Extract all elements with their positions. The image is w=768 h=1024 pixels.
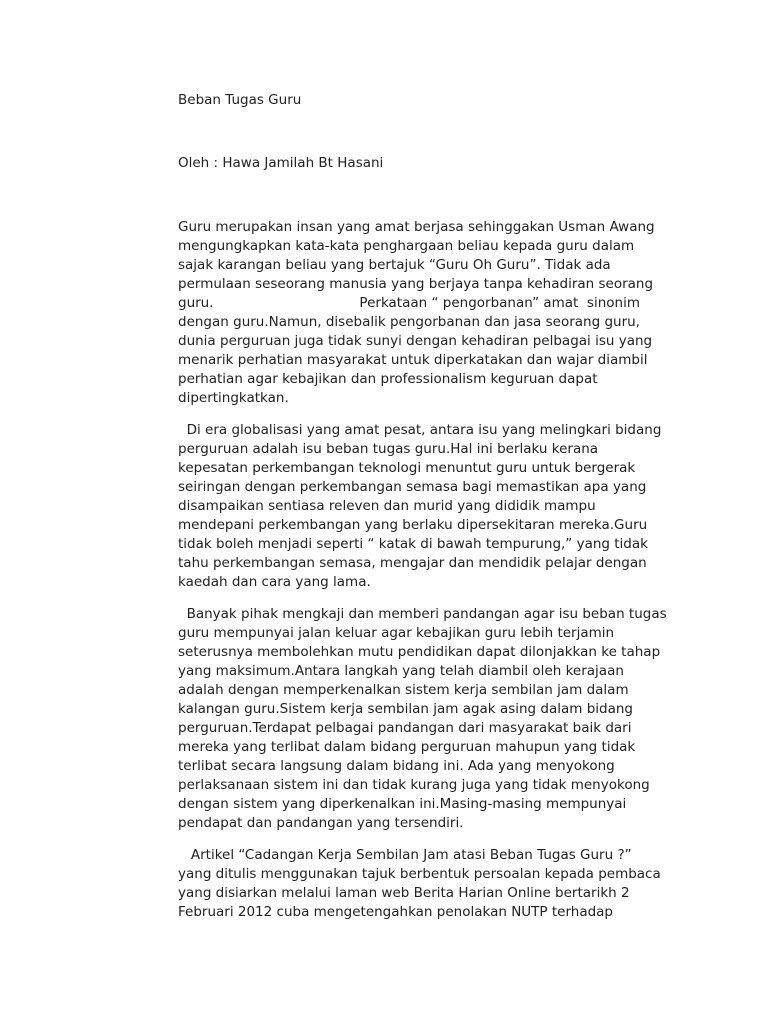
paragraph-line: Di era globalisasi yang amat pesat, antara isu yang melingkari bidang xyxy=(178,422,662,438)
paragraph-line: permulaan seseorang manusia yang berjaya tanpa kehadiran seorang xyxy=(178,276,654,292)
paragraph-line: Februari 2012 cuba mengetengahkan penolakan NUTP terhadap xyxy=(178,904,613,920)
document-author: Oleh : Hawa Jamilah Bt Hasani xyxy=(178,155,384,171)
paragraph-line: terlibat secara langsung dalam bidang ini. Ada yang menyokong xyxy=(178,758,615,774)
paragraph-line: guru mempunyai jalan keluar agar kebajikan guru lebih terjamin xyxy=(178,625,615,641)
paragraph-line: dengan guru.Namun, disebalik pengorbanan dan jasa seorang guru, xyxy=(178,314,640,330)
paragraph-line: perlaksanaan sistem ini dan tidak kurang juga yang tidak menyokong xyxy=(178,777,650,793)
paragraph-3 xyxy=(178,605,698,833)
paragraph-line: yang maksimum.Antara langkah yang telah diambil oleh kerajaan xyxy=(178,663,624,679)
paragraph-line: Artikel “Cadangan Kerja Sembilan Jam atasi Beban Tugas Guru ?” xyxy=(178,847,632,863)
paragraph-line: disampaikan sentiasa releven dan murid yang dididik mampu xyxy=(178,498,596,514)
paragraph-line: guru. Perkataan “ pengorbanan” amat sinonim xyxy=(178,295,640,311)
paragraph-line: seterusnya membolehkan mutu pendidikan dapat dilonjakkan ke tahap xyxy=(178,644,661,660)
paragraph-line: yang ditulis menggunakan tajuk berbentuk persoalan kepada pembaca xyxy=(178,866,661,882)
paragraph-line: pendapat dan pandangan yang tersendiri. xyxy=(178,815,464,831)
paragraph-line: kalangan guru.Sistem kerja sembilan jam agak asing dalam bidang xyxy=(178,701,633,717)
paragraph-line: sajak karangan beliau yang bertajuk “Guru Oh Guru”. Tidak ada xyxy=(178,257,611,273)
document-title: Beban Tugas Guru xyxy=(178,92,302,108)
paragraph-line: perhatian agar kebajikan dan professionalism keguruan dapat xyxy=(178,371,598,387)
paragraph-4 xyxy=(178,846,698,922)
paragraph-2 xyxy=(178,421,698,592)
paragraph-line: perguruan adalah isu beban tugas guru.Hal ini berlaku kerana xyxy=(178,441,599,457)
paragraph-line: kepesatan perkembangan teknologi menuntut guru untuk bergerak xyxy=(178,460,636,476)
paragraph-line: yang disiarkan melalui laman web Berita Harian Online bertarikh 2 xyxy=(178,885,630,901)
paragraph-line: perguruan.Terdapat pelbagai pandangan dari masyarakat baik dari xyxy=(178,720,632,736)
paragraph-line: tidak boleh menjadi seperti “ katak di bawah tempurung,” yang tidak xyxy=(178,536,648,552)
paragraph-line: Banyak pihak mengkaji dan memberi pandangan agar isu beban tugas xyxy=(178,606,667,622)
paragraph-line: Guru merupakan insan yang amat berjasa sehinggakan Usman Awang xyxy=(178,219,655,235)
paragraph-1 xyxy=(178,218,698,408)
paragraph-line: seiringan dengan perkembangan semasa bagi memastikan apa yang xyxy=(178,479,647,495)
paragraph-line: kaedah dan cara yang lama. xyxy=(178,574,371,590)
paragraph-line: mereka yang terlibat dalam bidang perguruan mahupun yang tidak xyxy=(178,739,636,755)
paragraph-line: mendepani perkembangan yang berlaku dipersekitaran mereka.Guru xyxy=(178,517,648,533)
paragraph-line: dengan sistem yang diperkenalkan ini.Masing-masing mempunyai xyxy=(178,796,627,812)
paragraph-line: dunia perguruan juga tidak sunyi dengan kehadiran pelbagai isu yang xyxy=(178,333,653,349)
paragraph-line: menarik perhatian masyarakat untuk diperkatakan dan wajar diambil xyxy=(178,352,648,368)
paragraph-line: mengungkapkan kata-kata penghargaan beliau kepada guru dalam xyxy=(178,238,635,254)
paragraph-line: adalah dengan memperkenalkan sistem kerja sembilan jam dalam xyxy=(178,682,629,698)
paragraph-line: tahu perkembangan semasa, mengajar dan mendidik pelajar dengan xyxy=(178,555,647,571)
paragraph-line: dipertingkatkan. xyxy=(178,390,289,406)
